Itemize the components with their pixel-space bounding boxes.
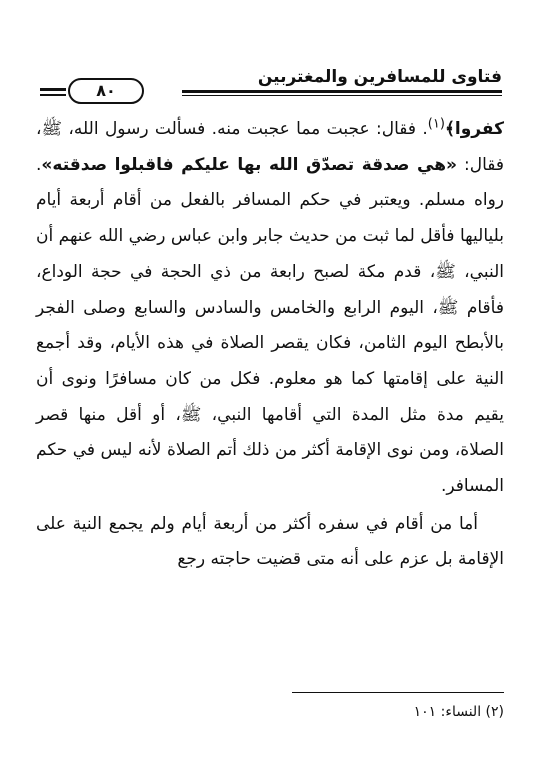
hadith-quote: «هي صدقة تصدّق الله بها عليكم فاقبلوا صدقته» [41,154,457,175]
text-run: . رواه مسلم. ويعتبر في حكم المسافر بالفعل من أقام أربعة أيام بلياليها فأقل لما ثبت من حديث جابر وابن عباس رضي الله عنهم أن النبي، ﷺ، قدم مكة لصبح رابعة من ذي الحجة في حجة الوداع، فأقام ﷺ، اليوم الرابع والخامس والسادس والسابع وصلى الفجر بالأبطح اليوم الثامن، فكان يقصر الصلاة في هذه الأيام، وقد أجمع النية على إقامتها كما هو معلوم. فكل من كان مسافرًا ونوى أن يقيم مدة مثل المدة التي أقامها النبي، ﷺ، أو أقل منها قصر الصلاة، ومن نوى الإقامة أكثر من ذلك أتم الصلاة لأنه ليس في حكم المسافر. [36,154,504,497]
footnote-marker: (١) [427,116,445,132]
footnote-rule [292,692,504,693]
header-rule-left [40,88,66,91]
page-number: ٨٠ [68,78,144,104]
paragraph-2: أما من أقام في سفره أكثر من أربعة أيام ولم يجمع النية على الإقامة بل عزم على أنه متى قضيت حاجته رجع [36,513,504,570]
header-rule-left-thin [40,94,66,96]
footnote: (٢) النساء: ١٠١ [413,704,504,720]
header-rule-thick [182,90,502,93]
running-title: فتاوى للمسافرين والمغتربين [257,67,502,87]
verse-end: كفروا﴾ [444,119,504,139]
page-header [40,66,502,106]
text-run: . فقال: عجبت مما عجبت منه. فسألت رسول الله، ﷺ، فقال: [36,119,505,175]
header-rule-thin [182,95,502,96]
paragraph-1 [36,112,504,505]
body-text [36,112,504,578]
